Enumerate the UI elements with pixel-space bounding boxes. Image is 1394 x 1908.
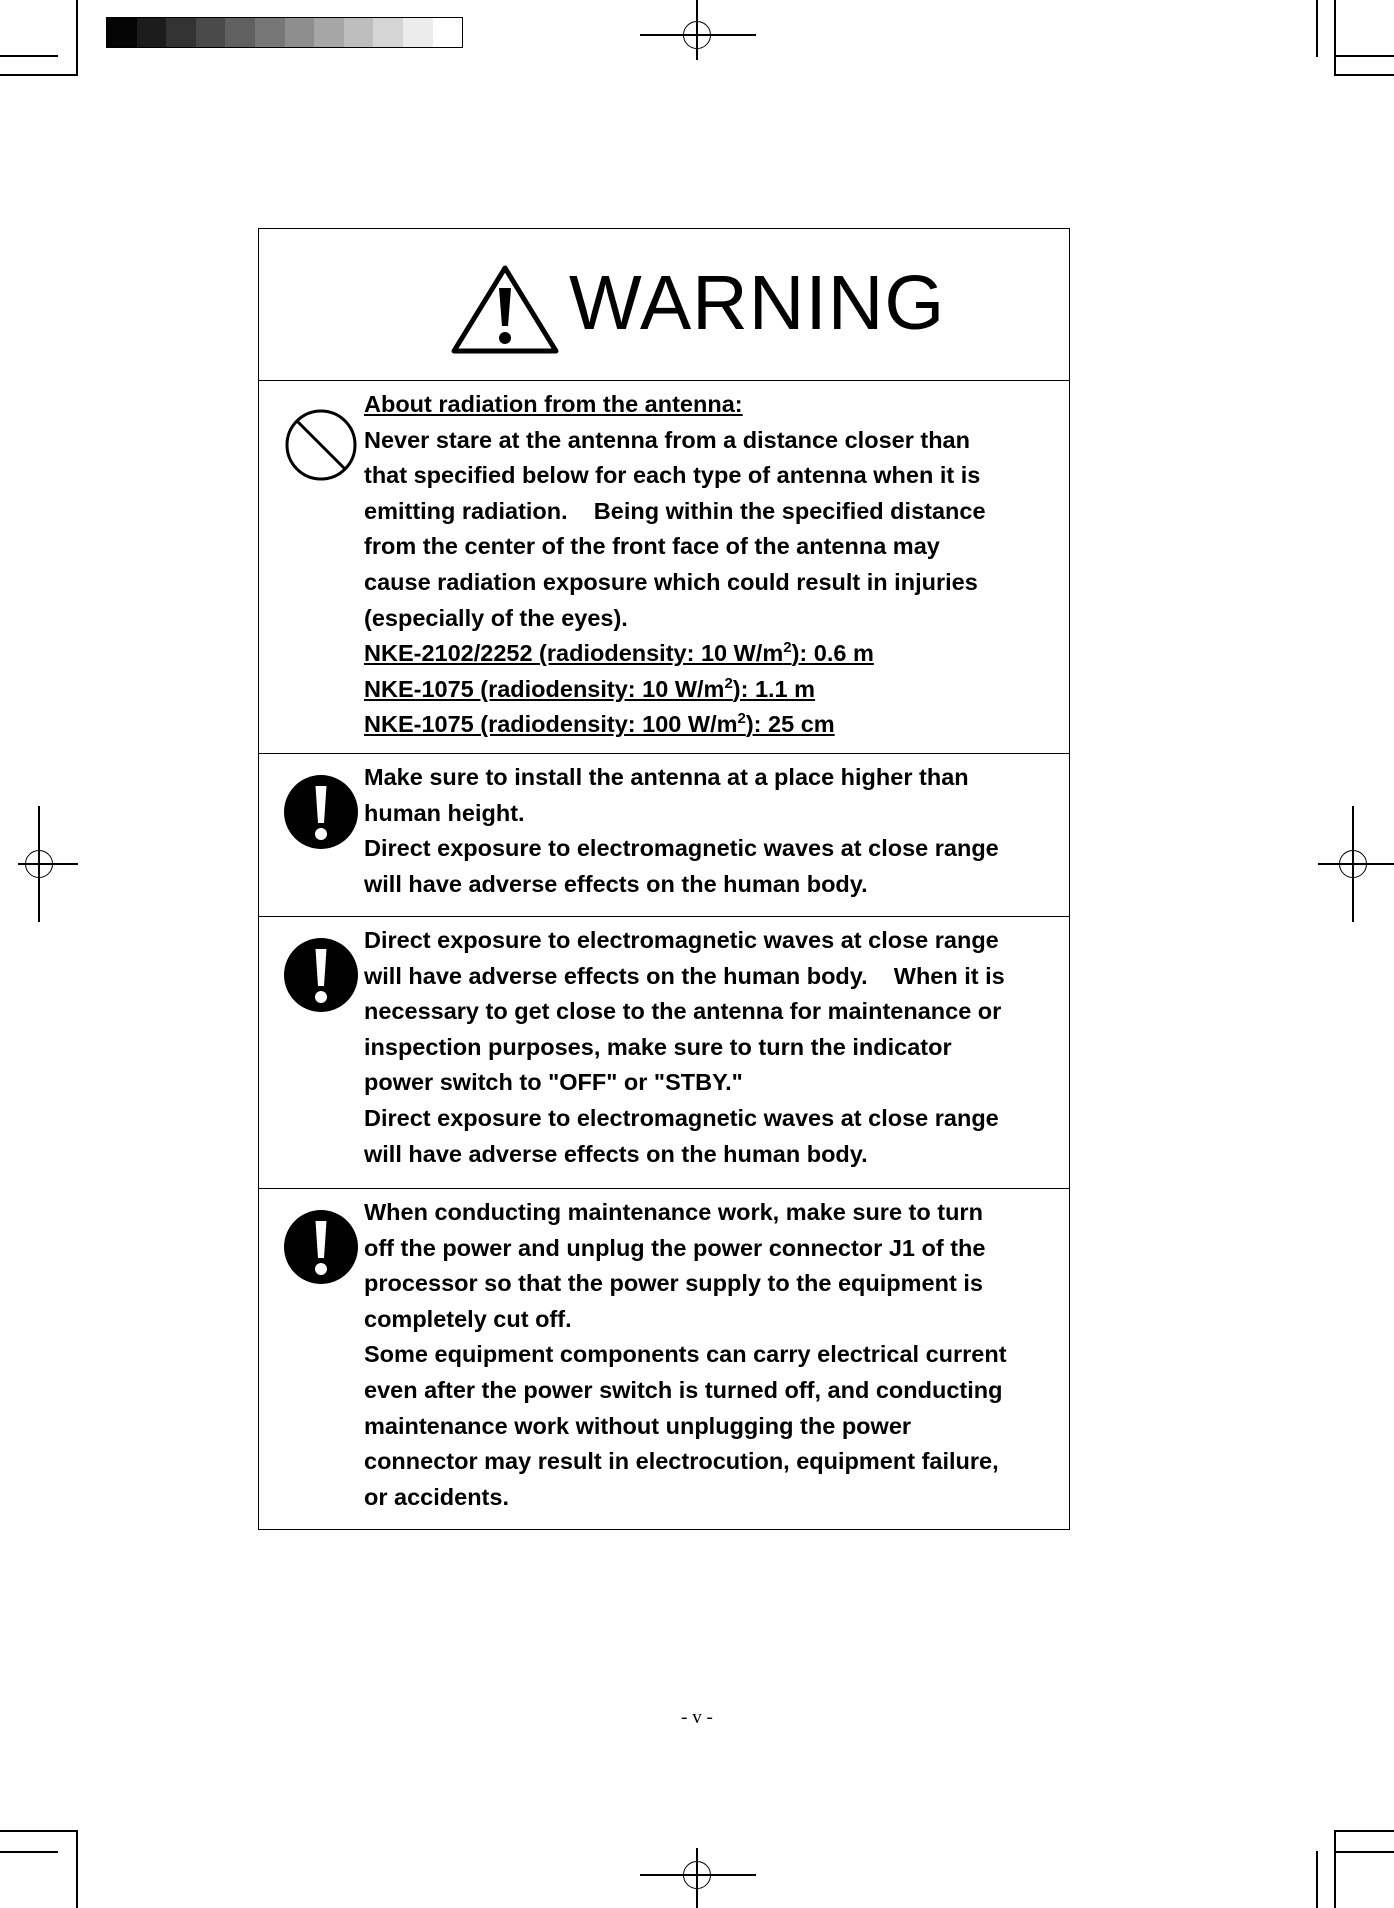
section-heading: About radiation from the antenna: [364, 391, 743, 417]
section-body: Direct exposure to electromagnetic waves at close range will have adverse effects on the human body. When it is necessary to get close to the antenna for maintenance or inspection purposes, make sure to turn the indicator power switch to "OFF" or "STBY." Direct exposure to electromagnetic waves at close range will have adverse effects on the human body. [364, 927, 1005, 1167]
gray-swatch [196, 18, 226, 47]
gray-swatch [285, 18, 315, 47]
section-body: Make sure to install the antenna at a place higher than human height. Direct exposure to electromagnetic waves at close range will have adverse effects on the human body. [364, 764, 999, 897]
warning-header [259, 229, 1069, 381]
warning-box [258, 228, 1070, 1530]
gray-swatch [166, 18, 196, 47]
prohibition-icon [283, 407, 359, 483]
gray-swatch [314, 18, 344, 47]
gray-swatch [137, 18, 167, 47]
grayscale-calibration-strip [106, 17, 463, 48]
gray-swatch [403, 18, 433, 47]
gray-swatch [107, 18, 137, 47]
section-text [364, 387, 1064, 743]
warning-title: WARNING [569, 260, 946, 346]
warning-section-maintenance-standby [259, 917, 1069, 1189]
warning-triangle-icon [449, 263, 561, 357]
warning-section-install-height [259, 754, 1069, 917]
gray-swatch [255, 18, 285, 47]
gray-swatch [433, 18, 463, 47]
gray-swatch [344, 18, 374, 47]
warning-section-power-disconnect [259, 1189, 1069, 1529]
registration-target-left [18, 806, 78, 922]
warning-section-radiation [259, 381, 1069, 754]
gray-swatch [373, 18, 403, 47]
section-body: Never stare at the antenna from a distance closer than that specified below for each type of antenna when it is emitting radiation. Being within the specified distance from the center of the front face of the antenna may cause radiation exposure which could result in injuries (especially of the eyes). [364, 426, 986, 631]
spec-line: NKE-1075 (radiodensity: 10 $W/m^2$): 1.1 m [364, 674, 816, 702]
registration-target-bottom [640, 1848, 756, 1908]
section-body: When conducting maintenance work, make sure to turn off the power and unplug the power connector J1 of the processor so that the power supply to the equipment is completely cut off. Some equipment components can carry electrical current even after the power switch is turned off, and conducting maintenance work without unplugging the power connector may result in electrocution, equipment failure, or accidents. [364, 1199, 1007, 1510]
spec-line: NKE-1075 (radiodensity: 100 $W/m^2$): 25 cm [364, 710, 835, 738]
page-number: - v - [681, 1707, 713, 1728]
mandatory-action-icon [283, 937, 359, 1013]
mandatory-action-icon [283, 1209, 359, 1285]
mandatory-action-icon [283, 774, 359, 850]
registration-target-top [640, 0, 756, 60]
registration-target-right [1318, 806, 1394, 922]
gray-swatch [225, 18, 255, 47]
spec-line: NKE-2102/2252 (radiodensity: 10 $W/m^2$): 0.6 m [364, 639, 874, 667]
